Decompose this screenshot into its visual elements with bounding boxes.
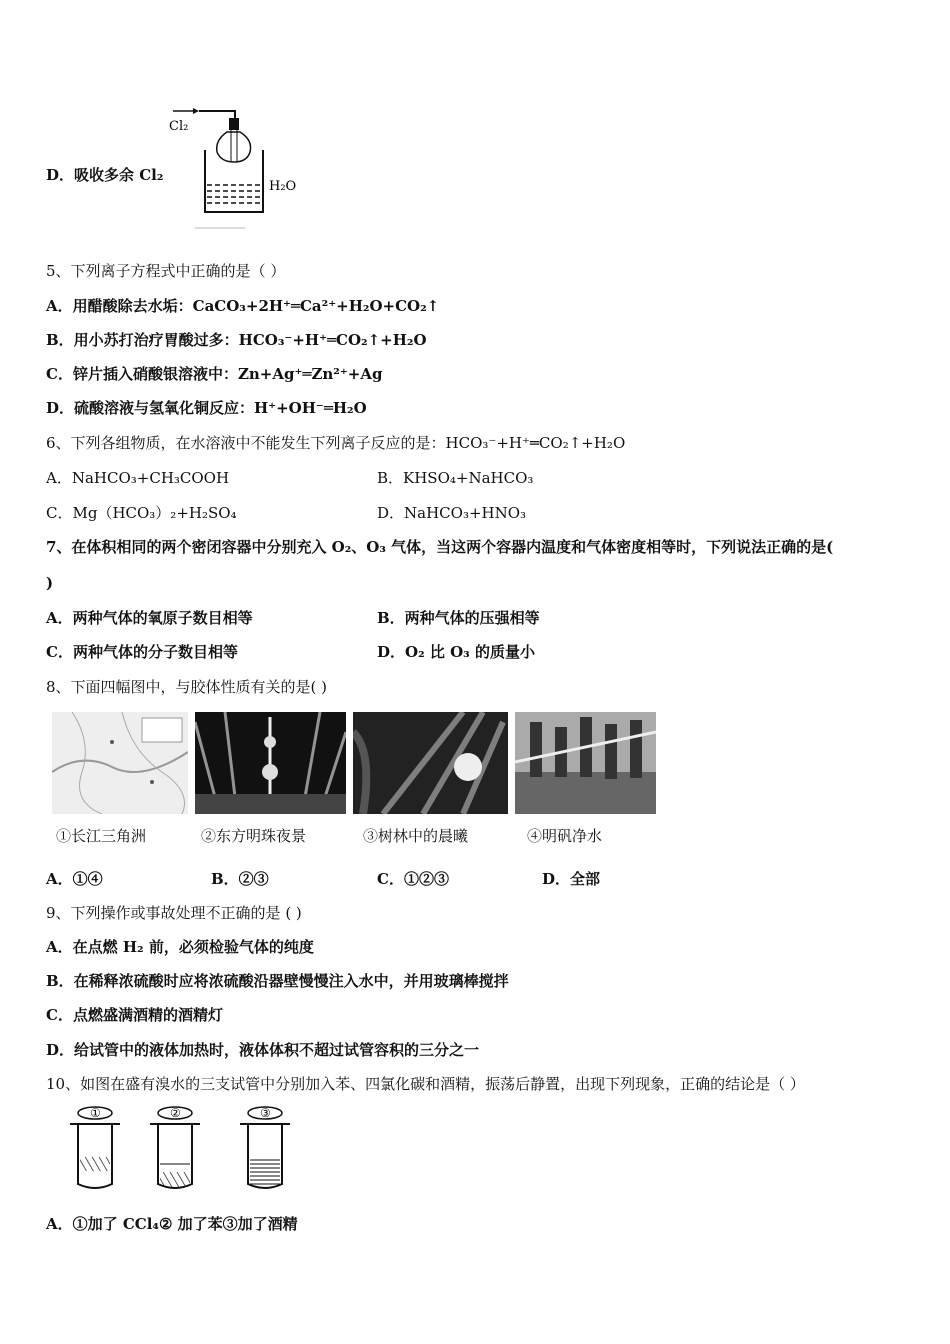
q6-option-c: C．Mg（HCO₃）₂+H₂SO₄: [46, 504, 237, 522]
q7-option-c: C．两种气体的分子数目相等: [46, 643, 238, 661]
q8-caption-2: ②东方明珠夜景: [201, 827, 307, 845]
q8-caption-1: ①长江三角洲: [56, 827, 147, 845]
q8-caption-4: ④明矾净水: [527, 827, 603, 845]
alum-water-purification-image: [515, 712, 656, 814]
q8-stem: 8、下面四幅图中，与胶体性质有关的是( ): [46, 678, 328, 696]
q4-option-d: D．吸收多余 Cl₂: [46, 166, 164, 184]
q7-option-a: A．两种气体的氧原子数目相等: [46, 609, 253, 627]
q5-option-d: D．硫酸溶液与氢氧化铜反应：H⁺+OH⁻═H₂O: [46, 399, 367, 417]
q6-option-b: B．KHSO₄+NaHCO₃: [377, 469, 534, 487]
test-tube-3: [240, 1106, 290, 1188]
q9-option-d: D．给试管中的液体加热时，液体体积不超过试管容积的三分之一: [46, 1041, 480, 1059]
yangtze-delta-map-image: [52, 712, 188, 814]
q8-option-a: A．①④: [46, 870, 103, 888]
q8-caption-3: ③树林中的晨曦: [363, 827, 469, 845]
q8-option-c: C．①②③: [377, 870, 449, 888]
q9-option-c: C．点燃盛满酒精的酒精灯: [46, 1006, 223, 1024]
gas-absorption-apparatus: [165, 100, 315, 235]
q10-stem: 10、如图在盛有溴水的三支试管中分别加入苯、四氯化碳和酒精，振荡后静置，出现下列现象，正确的结论是（ ）: [46, 1075, 805, 1093]
cl2-label: Cl₂: [169, 119, 189, 134]
q6-stem: 6、下列各组物质，在水溶液中不能发生下列离子反应的是：HCO₃⁻+H⁺═CO₂↑+H₂O: [46, 434, 626, 452]
q5-option-a: A．用醋酸除去水垢：CaCO₃+2H⁺═Ca²⁺+H₂O+CO₂↑: [46, 297, 440, 315]
q9-option-a: A．在点燃 H₂ 前，必须检验气体的纯度: [46, 938, 314, 956]
q9-option-b: B．在稀释浓硫酸时应将浓硫酸沿器壁慢慢注入水中，并用玻璃棒搅拌: [46, 972, 509, 990]
test-tube-1: [70, 1106, 120, 1188]
q5-option-b: B．用小苏打治疗胃酸过多：HCO₃⁻+H⁺═CO₂↑+H₂O: [46, 331, 427, 349]
q10-option-a: A．①加了 CCl₄② 加了苯③加了酒精: [46, 1215, 298, 1233]
q7-stem-close: ): [46, 574, 54, 592]
q8-option-b: B．②③: [211, 870, 269, 888]
oriental-pearl-night-image: [195, 712, 346, 814]
q5-stem: 5、下列离子方程式中正确的是（ ）: [46, 262, 286, 280]
q6-option-d: D．NaHCO₃+HNO₃: [377, 504, 527, 522]
q6-option-a: A．NaHCO₃+CH₃COOH: [46, 469, 230, 487]
q8-option-d: D．全部: [542, 870, 601, 888]
tube-3-label: ③: [260, 1106, 271, 1120]
q7-option-d: D．O₂ 比 O₃ 的质量小: [377, 643, 535, 661]
q9-stem: 9、下列操作或事故处理不正确的是 ( ): [46, 904, 302, 922]
test-tube-2: [150, 1106, 200, 1188]
forest-morning-light-image: [353, 712, 508, 814]
q7-stem: 7、在体积相同的两个密闭容器中分别充入 O₂、O₃ 气体，当这两个容器内温度和气体密度相等时，下列说法正确的是(: [46, 538, 834, 556]
q7-option-b: B．两种气体的压强相等: [377, 609, 540, 627]
tube-2-label: ②: [170, 1106, 181, 1120]
tube-1-label: ①: [90, 1106, 101, 1120]
test-tubes-diagram: [60, 1102, 310, 1197]
q5-option-c: C．锌片插入硝酸银溶液中：Zn+Ag⁺═Zn²⁺+Ag: [46, 365, 383, 383]
h2o-label: H₂O: [269, 179, 297, 194]
